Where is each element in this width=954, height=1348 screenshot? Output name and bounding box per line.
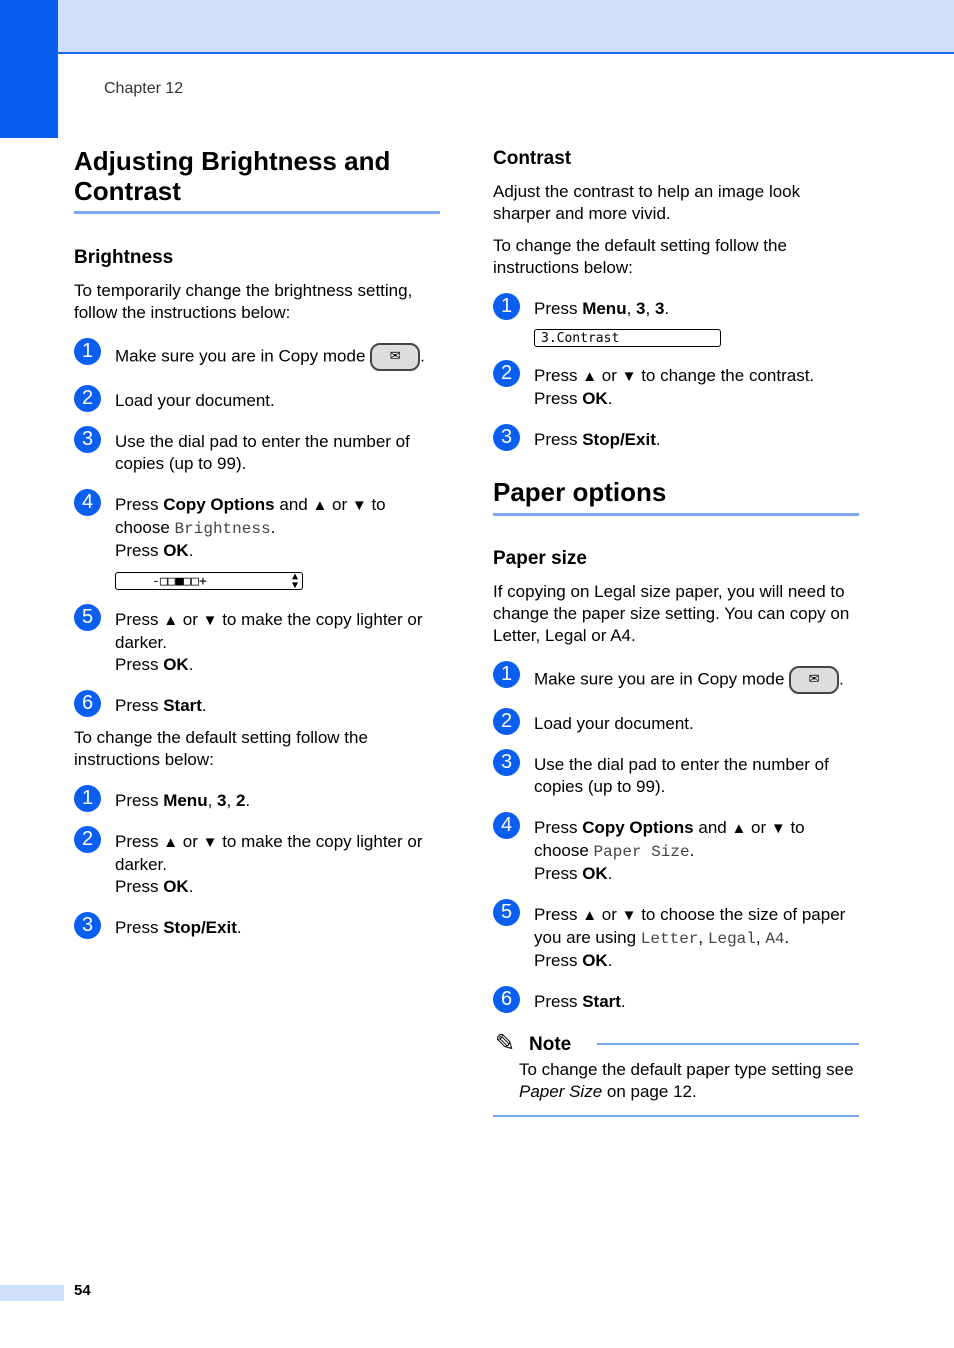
step-number-2: 2: [493, 708, 520, 735]
page-number: 54: [74, 1282, 91, 1299]
right-column: [493, 148, 859, 1117]
step-number-1: 1: [493, 293, 520, 320]
step-number-1: 1: [74, 785, 101, 812]
paper-step-1: 1 Make sure you are in Copy mode ✉ .: [493, 666, 859, 694]
step-number-4: 4: [74, 489, 101, 516]
paper-options-title: Paper options: [493, 477, 667, 507]
step-number-5: 5: [74, 604, 101, 631]
copy-mode-icon: ✉: [789, 666, 839, 694]
step-text: Load your document.: [115, 391, 275, 410]
chapter-label: Chapter 12: [104, 80, 184, 97]
note-text: [519, 1059, 859, 1103]
step-text: Make sure you are in Copy mode: [115, 346, 366, 366]
note-pencil-icon: ✎: [495, 1030, 516, 1057]
title-line-2: Contrast: [74, 176, 181, 206]
note-text-post: on page 12.: [602, 1082, 697, 1101]
paper-size-heading: Paper size: [493, 548, 587, 569]
note-label: Note: [529, 1034, 572, 1055]
step-text: Use the dial pad to enter the number of copies (up to 99).: [115, 432, 410, 473]
note-text-pre: To change the default paper type setting see: [519, 1060, 854, 1079]
contrast-intro: Adjust the contrast to help an image look sharper and more vivid.: [493, 182, 801, 223]
footer-bar: [0, 1285, 64, 1301]
left-column: [74, 146, 440, 939]
step-6: 6 Press Start.: [74, 695, 440, 717]
paper-step-6: 6 Press Start.: [493, 991, 859, 1013]
lcd-brightness: [115, 572, 303, 590]
step-number-5: 5: [493, 899, 520, 926]
paper-step-5: 5 Press ▲ or ▼ to choose the size of paper you are using Letter, Legal, A4. Press OK.: [493, 904, 859, 972]
step-number-3: 3: [74, 912, 101, 939]
step-5: 5 Press ▲ or ▼ to make the copy lighter or darker. Press OK.: [74, 609, 440, 676]
scroll-arrows-icon: ▲ ▼: [291, 571, 298, 591]
step-number-3: 3: [493, 749, 520, 776]
step-2: [74, 387, 440, 412]
contrast-heading: Contrast: [493, 148, 572, 169]
copy-mode-icon: ✉: [370, 343, 420, 371]
contrast-step-1: 1 Press Menu, 3, 3. 3.Contrast: [493, 298, 859, 348]
default-step-2: 2 Press ▲ or ▼ to make the copy lighter or darker. Press OK.: [74, 831, 440, 898]
note-header: [493, 1029, 859, 1059]
default-step-1: 1 Press Menu, 3, 2.: [74, 790, 440, 812]
title-line-1: Adjusting Brightness and: [74, 146, 391, 176]
paper-step-4: 4 Press Copy Options and ▲ or ▼ to choose Paper Size. Press OK.: [493, 817, 859, 885]
paper-size-intro: If copying on Legal size paper, you will need to change the paper size setting. You can copy on Letter, Legal or A4.: [493, 582, 850, 645]
note-rule: [597, 1043, 859, 1045]
lcd-contrast: 3.Contrast: [534, 329, 721, 347]
step-number-1: 1: [74, 338, 101, 365]
note-link[interactable]: Paper Size: [519, 1082, 603, 1101]
paper-title-rule: [493, 513, 859, 516]
step-number-4: 4: [493, 812, 520, 839]
contrast-step-3: 3 Press Stop/Exit.: [493, 429, 859, 451]
paper-step-3: 3 Use the dial pad to enter the number of copies (up to 99).: [493, 754, 859, 798]
step-1: 1 Make sure you are in Copy mode ✉ .: [74, 343, 440, 371]
step-number-1: 1: [493, 661, 520, 688]
chapter-tab: [0, 0, 58, 138]
header-bar: [0, 0, 954, 54]
step-number-6: 6: [74, 690, 101, 717]
step-number-2: 2: [74, 385, 101, 412]
step-number-2: 2: [74, 826, 101, 853]
paper-step-2: 2 Load your document.: [493, 713, 859, 735]
default-intro: To change the default setting follow the instructions below:: [74, 728, 368, 769]
default-step-3: 3 Press Stop/Exit.: [74, 917, 440, 939]
note-bottom-rule: [493, 1115, 859, 1117]
section-title: [74, 146, 440, 206]
contrast-step-2: 2 Press ▲ or ▼ to change the contrast. Press OK.: [493, 365, 859, 410]
lcd-text: -□□■□□+: [152, 574, 207, 589]
step-number-3: 3: [74, 426, 101, 453]
step-4: 4 Press Copy Options and ▲ or ▼ to choose Brightness. Press OK. -□□■□□+ ▲ ▼: [74, 494, 440, 591]
step-number-6: 6: [493, 986, 520, 1013]
step-number-3: 3: [493, 424, 520, 451]
brightness-intro: To temporarily change the brightness setting, follow the instructions below:: [74, 281, 413, 322]
step-number-2: 2: [493, 360, 520, 387]
title-rule: [74, 211, 440, 214]
brightness-heading: Brightness: [74, 247, 174, 268]
step-3: [74, 428, 440, 475]
contrast-default-intro: To change the default setting follow the instructions below:: [493, 236, 787, 277]
